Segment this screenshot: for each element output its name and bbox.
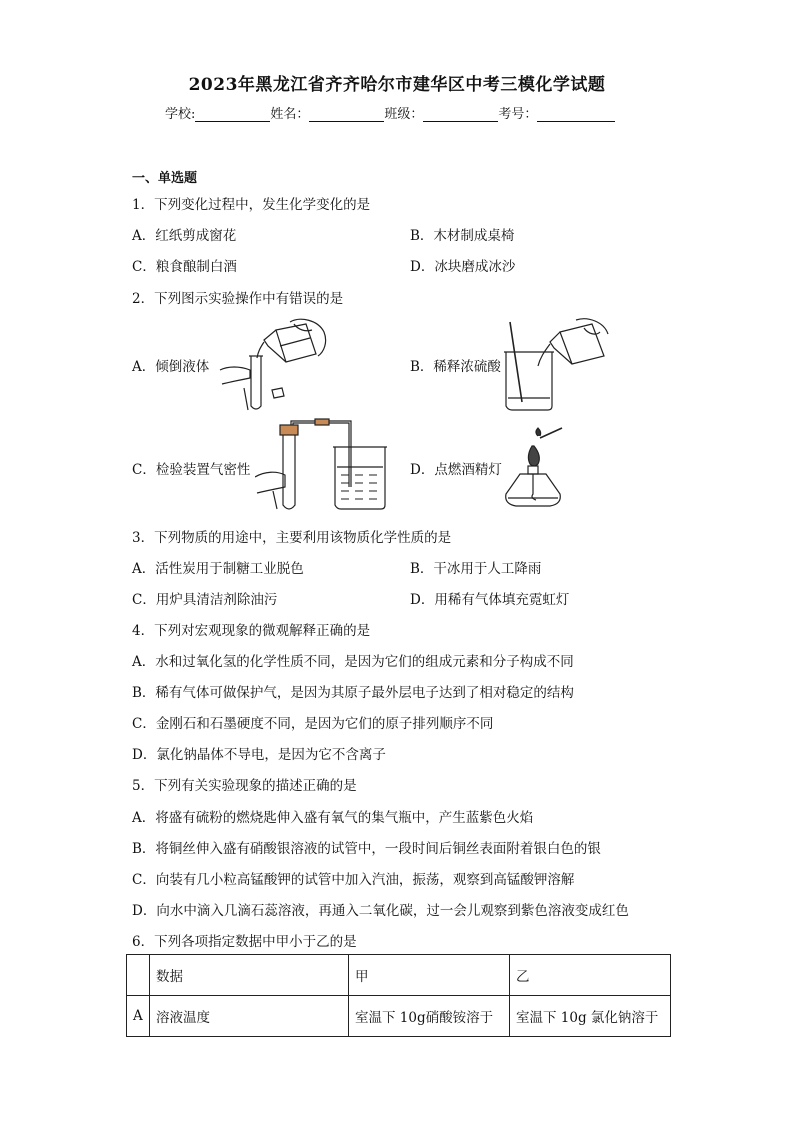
question-5-option-a[interactable]: A．将盛有硫粉的燃烧匙伸入盛有氧气的集气瓶中，产生蓝紫色火焰 xyxy=(132,810,534,826)
question-1-stem: 1．下列变化过程中，发生化学变化的是 xyxy=(132,197,371,213)
school-blank[interactable] xyxy=(195,107,270,122)
question-6-stem: 6．下列各项指定数据中甲小于乙的是 xyxy=(132,934,357,950)
table-header-row xyxy=(127,955,671,996)
table-header-cell: 甲 xyxy=(349,955,510,996)
table-header-cell xyxy=(127,955,150,996)
question-2-stem: 2．下列图示实验操作中有错误的是 xyxy=(132,291,344,307)
question-1-option-a[interactable]: A．红纸剪成窗花 xyxy=(132,228,237,244)
pouring-liquid-figure xyxy=(214,318,330,414)
question-3-option-b[interactable]: B．干冰用于人工降雨 xyxy=(410,561,542,577)
question-5-option-c[interactable]: C．向装有几小粒高锰酸钾的试管中加入汽油，振荡，观察到高锰酸钾溶解 xyxy=(132,872,575,888)
exam-number-blank[interactable] xyxy=(537,107,615,122)
question-5-option-d[interactable]: D．向水中滴入几滴石蕊溶液，再通入二氧化碳，过一会儿观察到紫色溶液变成红色 xyxy=(132,903,629,919)
table-header-cell: 数据 xyxy=(150,955,349,996)
question-3-option-c[interactable]: C．用炉具清洁剂除油污 xyxy=(132,592,278,608)
question-1-option-c[interactable]: C．粮食酿制白酒 xyxy=(132,259,237,275)
student-info-line xyxy=(165,103,615,122)
alcohol-lamp-figure xyxy=(500,424,570,514)
question-1-option-d[interactable]: D．冰块磨成冰沙 xyxy=(410,259,516,275)
question-4-option-a[interactable]: A．水和过氧化氢的化学性质不同，是因为它们的组成元素和分子构成不同 xyxy=(132,654,574,670)
table-cell: 溶液温度 xyxy=(150,996,349,1037)
airtightness-figure xyxy=(255,417,395,513)
question-3-option-a[interactable]: A．活性炭用于制糖工业脱色 xyxy=(132,561,304,577)
table-cell: A xyxy=(127,996,150,1037)
question-2-option-d[interactable]: D．点燃酒精灯 xyxy=(410,462,502,478)
name-label: 姓名： xyxy=(270,107,310,122)
question-6-table xyxy=(126,954,671,1037)
question-2-option-a[interactable]: A．倾倒液体 xyxy=(132,359,210,375)
school-label: 学校: xyxy=(165,107,196,122)
question-2-option-c[interactable]: C．检验装置气密性 xyxy=(132,462,251,478)
class-label: 班级： xyxy=(384,107,424,122)
page-title: 2023年黑龙江省齐齐哈尔市建华区中考三模化学试题 xyxy=(188,75,606,95)
section-title: 一、单选题 xyxy=(132,171,198,186)
question-4-option-d[interactable]: D．氯化钠晶体不导电，是因为它不含离子 xyxy=(132,747,386,763)
diluting-acid-figure xyxy=(500,318,612,414)
question-3-option-d[interactable]: D．用稀有气体填充霓虹灯 xyxy=(410,592,570,608)
table-cell: 室温下 10g硝酸铵溶于 xyxy=(349,996,510,1037)
exam-number-label: 考号： xyxy=(498,107,538,122)
question-2-option-b[interactable]: B．稀释浓硫酸 xyxy=(410,359,501,375)
question-4-option-c[interactable]: C．金刚石和石墨硬度不同，是因为它们的原子排列顺序不同 xyxy=(132,716,494,732)
table-header-cell: 乙 xyxy=(510,955,671,996)
question-1-option-b[interactable]: B．木材制成桌椅 xyxy=(410,228,515,244)
class-blank[interactable] xyxy=(423,107,498,122)
question-5-stem: 5．下列有关实验现象的描述正确的是 xyxy=(132,778,357,794)
name-blank[interactable] xyxy=(309,107,384,122)
table-cell: 室温下 10g 氯化钠溶于 xyxy=(510,996,671,1037)
question-3-stem: 3．下列物质的用途中，主要利用该物质化学性质的是 xyxy=(132,530,452,546)
question-4-option-b[interactable]: B．稀有气体可做保护气，是因为其原子最外层电子达到了相对稳定的结构 xyxy=(132,685,574,701)
question-5-option-b[interactable]: B．将铜丝伸入盛有硝酸银溶液的试管中，一段时间后铜丝表面附着银白色的银 xyxy=(132,841,601,857)
question-4-stem: 4．下列对宏观现象的微观解释正确的是 xyxy=(132,623,371,639)
table-row xyxy=(127,996,671,1037)
